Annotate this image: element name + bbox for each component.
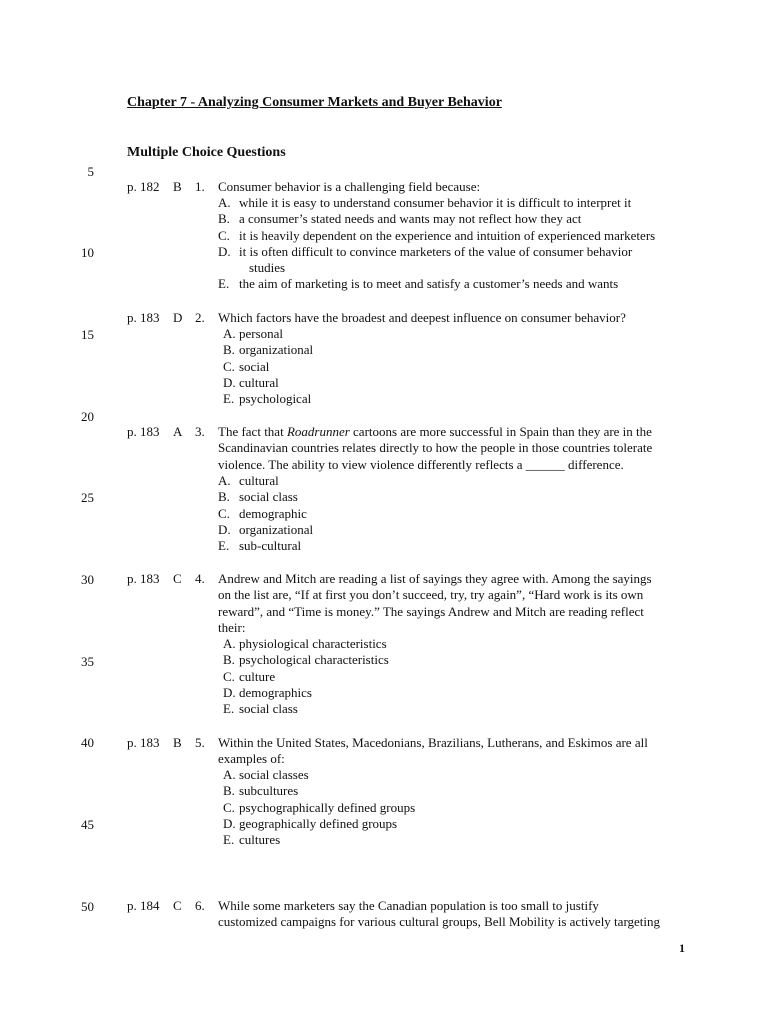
question-number: 6. xyxy=(195,898,205,913)
option: C. culture xyxy=(223,668,276,684)
option: C. it is heavily dependent on the experience and intuition of experienced marketers xyxy=(218,227,656,243)
question-number: 5. xyxy=(195,735,205,750)
option: E. cultures xyxy=(223,832,281,848)
section-heading: Multiple Choice Questions xyxy=(127,145,286,160)
option: D. geographically defined groups xyxy=(223,815,398,831)
option: D. it is often difficult to convince marketers of the value of consumer behavior xyxy=(218,243,633,259)
option: D. cultural xyxy=(223,374,279,390)
question-stem: Consumer behavior is a challenging field because: xyxy=(218,179,481,194)
line-number: 25 xyxy=(81,490,94,505)
line-number: 40 xyxy=(81,735,94,750)
question-stem: Which factors have the broadest and deepest influence on consumer behavior? xyxy=(218,310,626,325)
line-number: 50 xyxy=(81,899,94,914)
option: B. a consumer’s stated needs and wants may not reflect how they act xyxy=(218,211,582,227)
option-list xyxy=(218,473,313,554)
option: A. personal xyxy=(223,326,284,341)
show-title: Roadrunner xyxy=(286,424,350,439)
page-number: 1 xyxy=(679,941,685,955)
option: C. psychographically defined groups xyxy=(223,799,416,815)
answer-key: B xyxy=(173,179,182,194)
page-reference: p. 183 xyxy=(127,571,160,586)
line-number: 20 xyxy=(81,409,94,424)
question-meta xyxy=(127,179,215,195)
page-reference: p. 183 xyxy=(127,424,160,439)
answer-key: A xyxy=(173,424,183,439)
option: B. subcultures xyxy=(223,783,299,799)
answer-key: D xyxy=(173,310,183,325)
option-list xyxy=(218,195,655,293)
question-number: 2. xyxy=(195,310,205,325)
option: B. social class xyxy=(218,489,298,505)
option: E. social class xyxy=(223,701,298,717)
line-number: 15 xyxy=(81,327,94,342)
answer-key: C xyxy=(173,571,182,586)
option-list xyxy=(223,767,415,848)
option: B. organizational xyxy=(223,342,314,358)
option: E. the aim of marketing is to meet and satisfy a customer’s needs and wants xyxy=(218,276,619,292)
option: A. while it is easy to understand consumer behavior it is difficult to interpret it xyxy=(218,195,632,210)
option: E. psychological xyxy=(223,391,312,407)
option: A. cultural xyxy=(218,473,279,488)
question-meta xyxy=(127,735,215,751)
answer-key: C xyxy=(173,898,182,913)
option-continuation: studies xyxy=(249,260,286,276)
option-list xyxy=(223,636,389,717)
question-meta xyxy=(127,571,215,587)
question-number: 4. xyxy=(195,571,205,586)
question-number: 1. xyxy=(195,179,205,194)
line-number: 10 xyxy=(81,245,94,260)
line-number: 45 xyxy=(81,817,94,832)
page-reference: p. 184 xyxy=(127,898,160,913)
option: D. organizational xyxy=(218,521,314,537)
answer-key: B xyxy=(173,735,182,750)
option: E. sub-cultural xyxy=(218,538,302,554)
line-number: 35 xyxy=(81,654,94,669)
question-meta xyxy=(127,424,215,440)
question-stem: Andrew and Mitch are reading a list of sayings they agree with. Among the sayings on the list are, “If at first you don’t succeed, try, try again”, “Hard work is its own reward”, and “Time is money.” The sayings Andrew and Mitch are reading reflect their: xyxy=(218,571,652,635)
question-stem: Within the United States, Macedonians, Brazilians, Lutherans, and Eskimos are all examples of: xyxy=(218,735,648,767)
page-reference: p. 183 xyxy=(127,735,160,750)
question-meta xyxy=(127,898,215,914)
chapter-title: Chapter 7 - Analyzing Consumer Markets and Buyer Behavior xyxy=(127,95,502,110)
option: C. demographic xyxy=(218,505,307,521)
page-reference: p. 183 xyxy=(127,310,160,325)
page-reference: p. 182 xyxy=(127,179,160,194)
question-meta xyxy=(127,310,215,326)
option: A. physiological characteristics xyxy=(223,636,387,651)
option-list xyxy=(223,326,313,407)
question-stem: The fact that Roadrunner cartoons are more successful in Spain than they are in the Scandinavian countries relates directly to how the people in those countries tolerate violence. The ability to view violence differently reflects a ______ difference. xyxy=(218,424,653,472)
option: C. social xyxy=(223,358,270,374)
question-stem: While some marketers say the Canadian population is too small to justify customized campaigns for various cultural groups, Bell Mobility is actively targeting xyxy=(218,898,661,930)
option: B. psychological characteristics xyxy=(223,652,389,668)
option: A. social classes xyxy=(223,767,309,782)
option: D. demographics xyxy=(223,684,312,700)
line-number: 30 xyxy=(81,572,94,587)
question-number: 3. xyxy=(195,424,205,439)
line-number: 5 xyxy=(87,164,94,179)
